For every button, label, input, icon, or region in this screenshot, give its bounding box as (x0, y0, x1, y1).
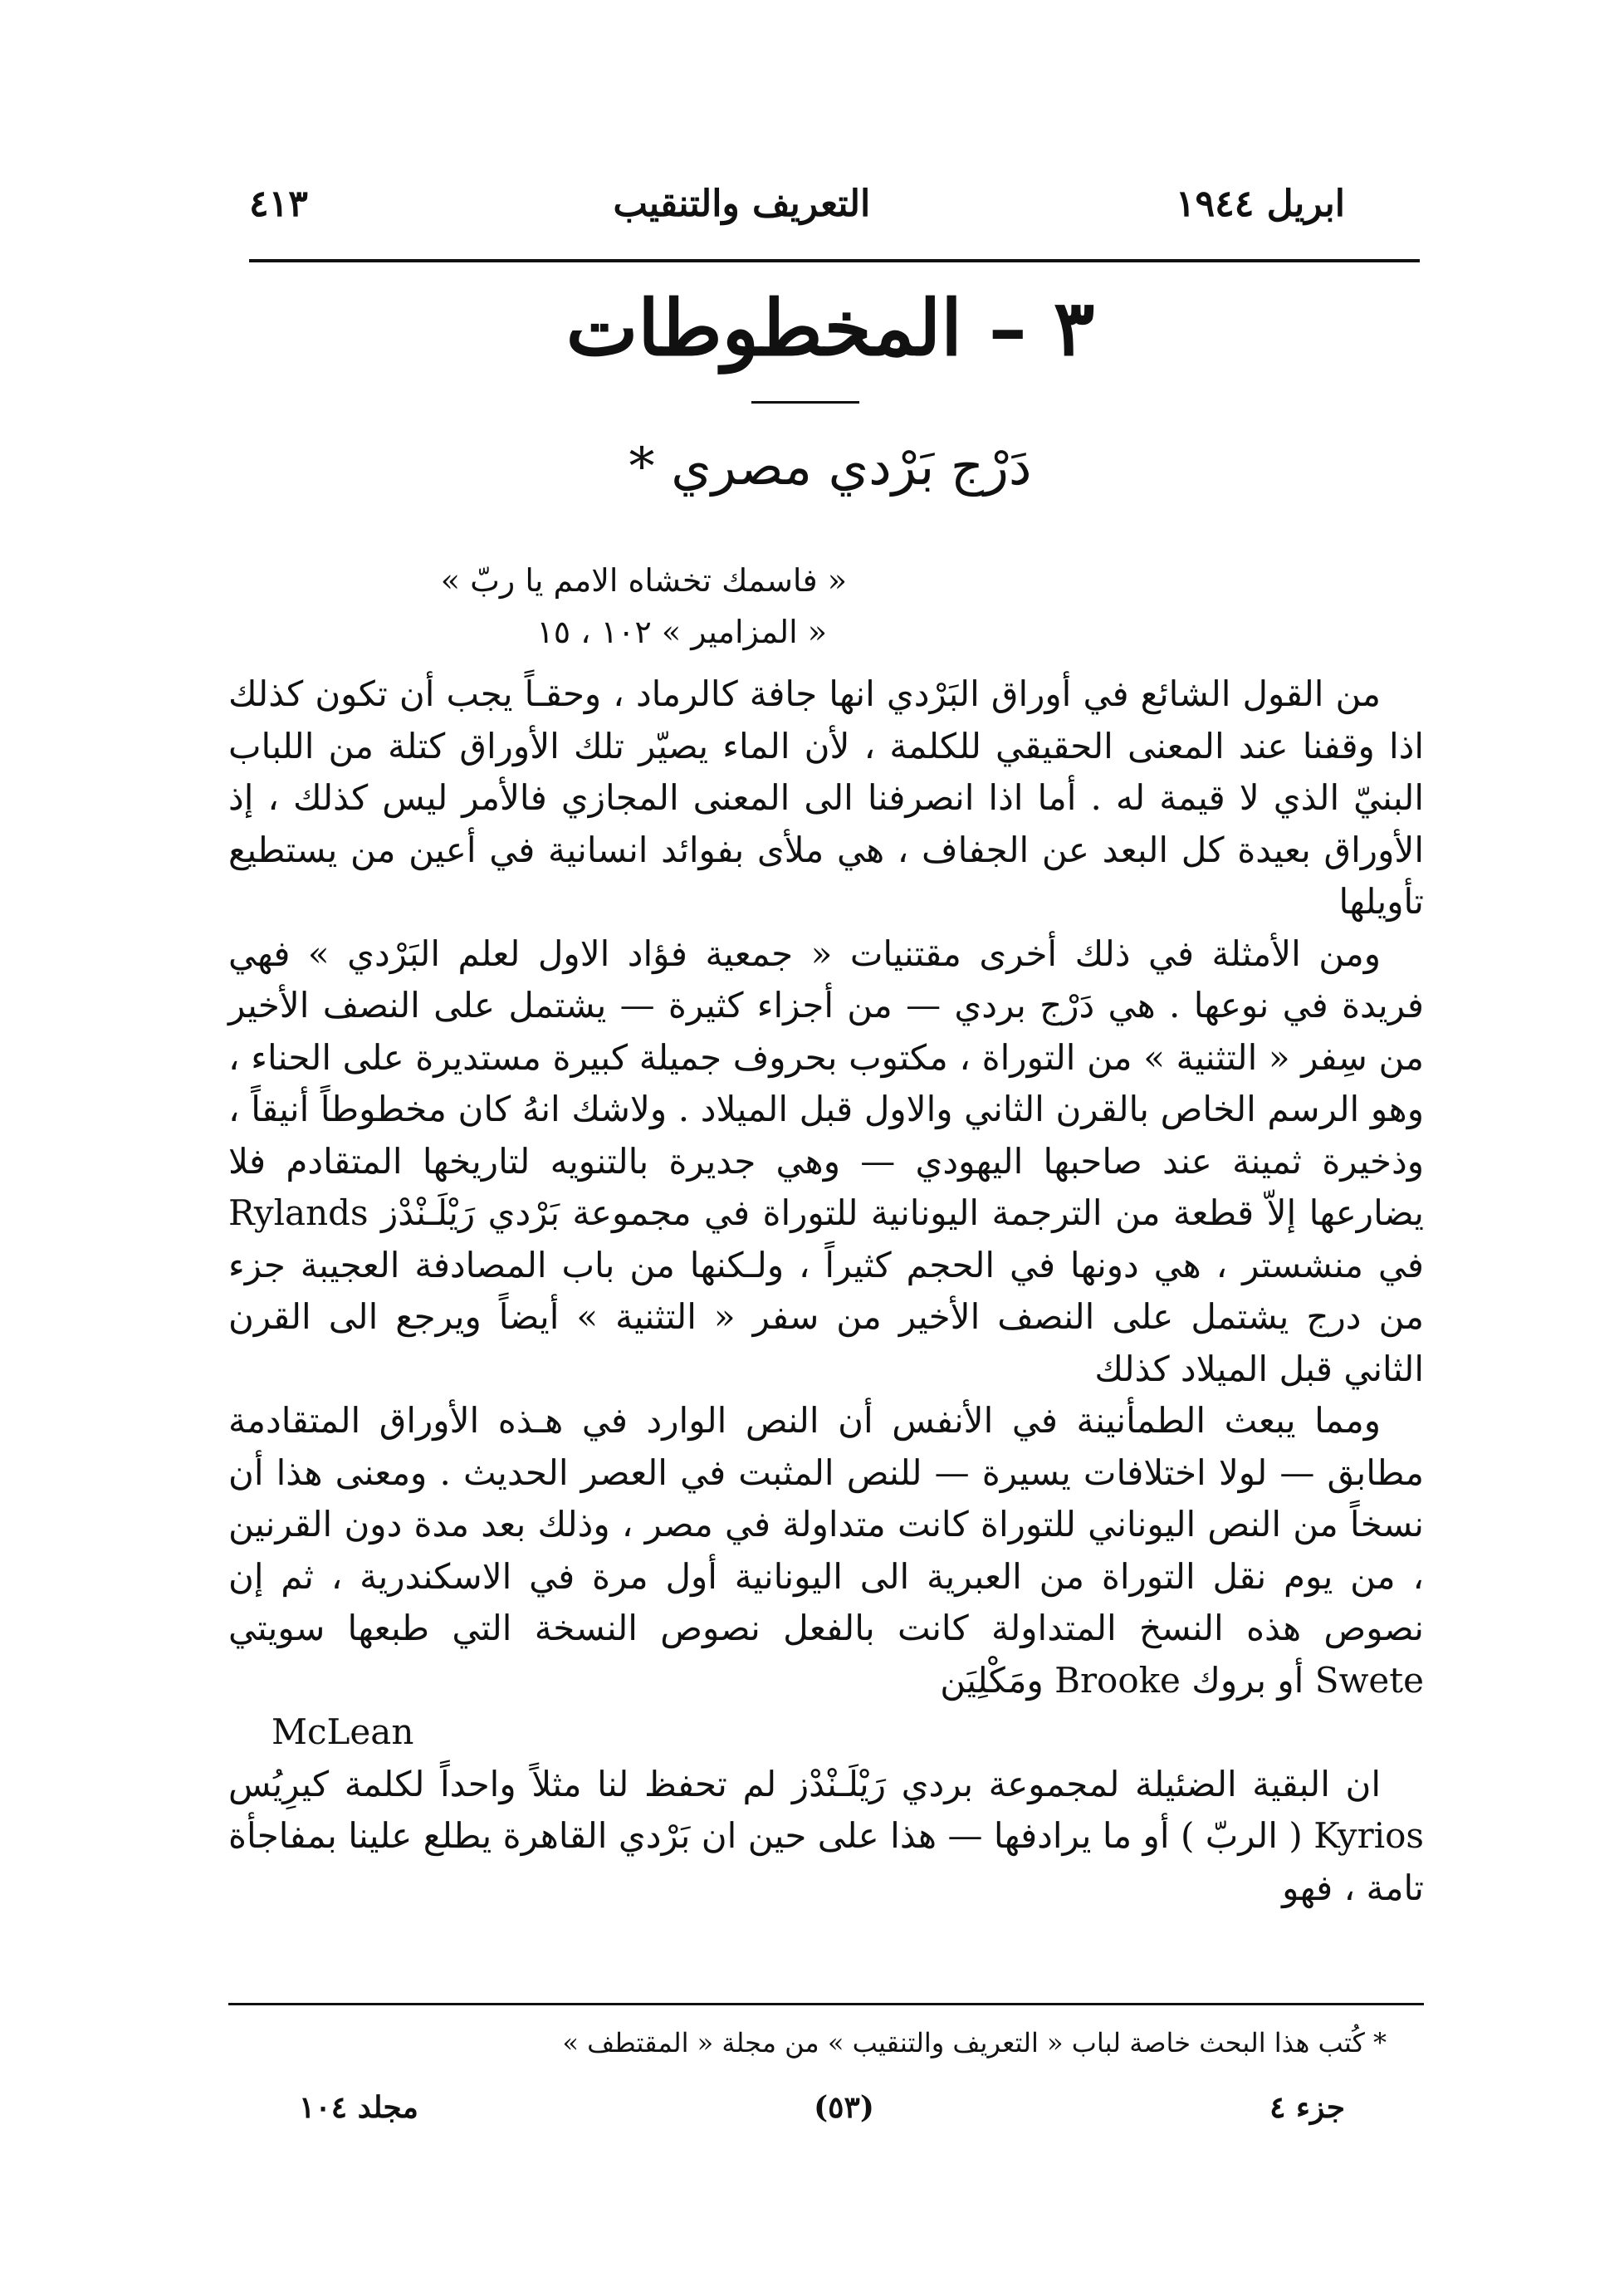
footnote-rule (228, 2003, 1424, 2005)
title-divider (751, 401, 859, 404)
epigraph (316, 555, 847, 658)
footer-volume: مجلد ١٠٤ (299, 2090, 418, 2125)
paragraph: ومن الأمثلة في ذلك أخرى مقتنيات « جمعية فؤاد الاول لعلم البَرْدي » فهي فريدة في نوعها . هي دَرْج بردي — من أجزاء كثيرة — يشتمل على النصف الأخير من سِفر « التثنية » من التوراة ، مكتوب بحروف جميلة كبيرة مستديرة على الحناء ، وهو الرسم الخاص بالقرن الثاني والاول قبل الميلاد . ولاشك انهُ كان مخطوطاً أنيقاً ، وذخيرة ثمينة عند صاحبها اليهودي — وهي جديرة بالتنويه لتاريخها المتقادم فلا يضارعها إلاّ قطعة من الترجمة اليونانية للتوراة في مجموعة بَرْدي رَيْلَـنْدْز Rylands في منشستر ، هي دونها في الحجم كثيراً ، ولـكنها من باب المصادفة العجيبة جزء من درج يشتمل على النصف الأخير من سفر « التثنية » أيضاً ويرجع الى القرن الثاني قبل الميلاد كذلك (228, 933, 1424, 1389)
paragraph: من القول الشائع في أوراق البَرْدي انها جافة كالرماد ، وحقـاً يجب أن تكون كذلك اذا وقفنا عند المعنى الحقيقي للكلمة ، لأن الماء يصيّر تلك الأوراق كتلة من اللباب البنيّ الذي لا قيمة له . أما اذا انصرفنا الى المعنى المجازي فالأمر ليس كذلك ، إذ الأوراق بعيدة كل البعد عن الجفاف ، هي ملأى بفوائد انسانية في أعين من يستطيع تأويلها (228, 673, 1424, 922)
running-footer (299, 2083, 1345, 2132)
footnote: * كُتب هذا البحث خاصة لباب « التعريف والتنقيب » من مجلة « المقتطف » (562, 2027, 1387, 2058)
paragraph: ان البقية الضئيلة لمجموعة بردي رَيْلَـنْدْز لم تحفظ لنا مثلاً واحداً لكلمة كيرِيُس Kyrios ( الربّ ) أو ما يرادفها — هذا على حين ان بَرْدي القاهرة يطلع علينا بمفاجأة تامة ، فهو (228, 1763, 1424, 1908)
header-page-number: ٤١٣ (249, 182, 308, 225)
footer-page-code: (٥٣) (814, 2090, 874, 2125)
article-title: دَرْج بَرْدي مصري * (629, 436, 1032, 497)
footer-part: جزء ٤ (1269, 2090, 1345, 2125)
paragraph-continuation: McLean (271, 1711, 414, 1752)
epigraph-quote: « فاسمك تخشاه الامم يا ربّ » (440, 562, 847, 599)
running-header (249, 174, 1345, 233)
header-section: التعريف والتنقيب (613, 182, 871, 225)
epigraph-citation: « المزامير » ١٠٢ ، ١٥ (536, 614, 827, 650)
header-date: ابريل ١٩٤٤ (1175, 182, 1345, 225)
article-body (228, 668, 1424, 1914)
section-title: ٣ – المخطوطات (565, 283, 1095, 373)
paragraph: ومما يبعث الطمأنينة في الأنفس أن النص الوارد في هـذه الأوراق المتقادمة مطابق — لولا اختلافات يسيرة — للنص المثبت في العصر الحديث . ومعنى هذا أن نسخاً من النص اليوناني للتوراة كانت متداولة في مصر ، وذلك بعد مدة دون القرنين ، من يوم نقل التوراة من العبرية الى اليونانية أول مرة في الاسكندرية ، ثم إن نصوص هذه النسخ المتداولة كانت بالفعل نصوص النسخة التي طبعها سويتي Swete أو بروك Brooke ومَكْلِيَن (228, 1400, 1424, 1701)
header-rule (249, 259, 1420, 262)
